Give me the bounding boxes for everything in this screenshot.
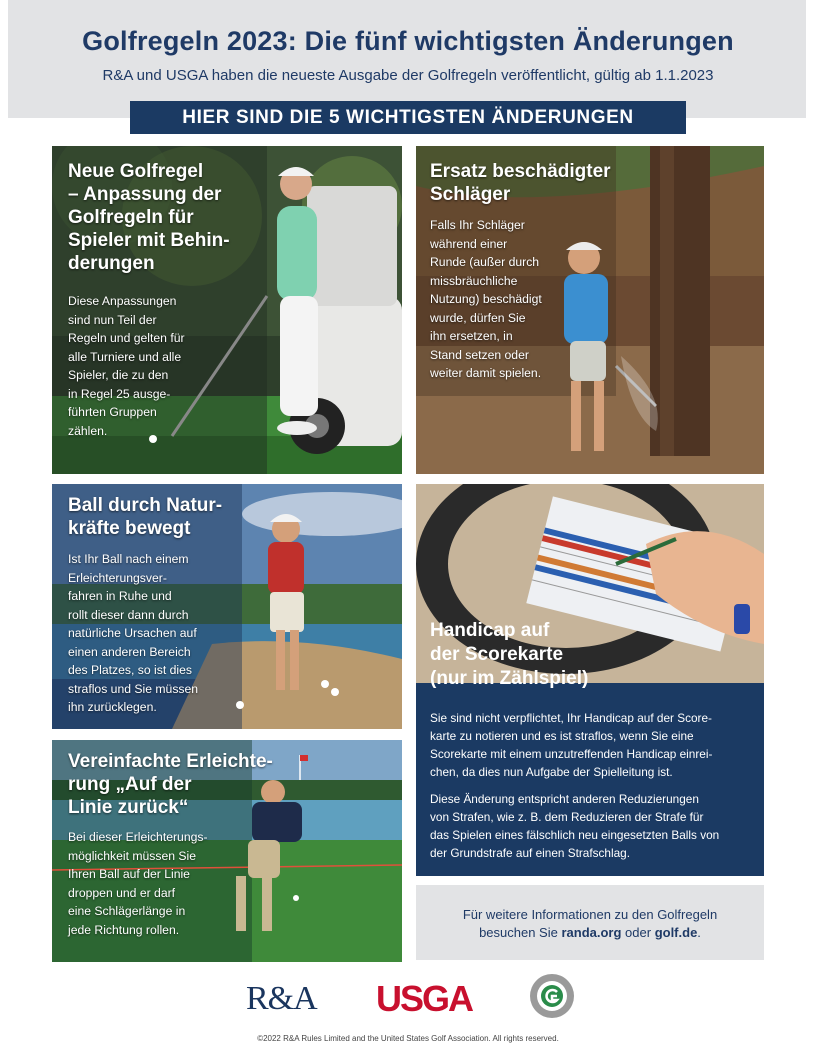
card-text: Diese Anpassungen sind nun Teil der Regeln und gelten für alle Turniere und alle Spieler, die zu den in Regel 25 ausge- führten Gruppen zählen.	[68, 294, 185, 438]
copyright-notice: ©2022 R&A Rules Limited and the United States Golf Association. All rights reserved.	[257, 1034, 559, 1043]
section-banner: HIER SIND DIE 5 WICHTIGSTEN ÄNDERUNGEN	[130, 101, 686, 134]
randa-link[interactable]: randa.org	[561, 925, 622, 940]
golf-de-logo-icon	[528, 972, 576, 1020]
golf-de-link[interactable]: golf.de	[654, 925, 698, 940]
card-title: Vereinfachte Erleichte- rung „Auf der Linie zurück“	[68, 751, 273, 818]
ra-logo: R&A	[246, 980, 317, 1017]
card-text: Falls Ihr Schläger während einer Runde (außer durch missbräuchliche Nutzung) beschädigt wurde, dürfen Sie ihn ersetzen, in Stand setzen oder weiter damit spielen.	[430, 218, 542, 380]
info-text: Für weitere Informationen zu den Golfregeln besuchen Sie randa.org oder golf.de.	[462, 907, 718, 940]
card-title: Ersatz beschädigter Schläger	[430, 161, 611, 205]
card-adaptive-rules	[52, 146, 402, 474]
card-ball-moved-by-nature	[52, 484, 402, 729]
card-title: Handicap auf der Scorekarte (nur im Zählspiel)	[430, 620, 589, 689]
card-text-paragraph-2: Diese Änderung entspricht anderen Reduzierungen von Strafen, wie z. B. dem Reduzieren der Strafe für das Spielen eines fälschlich neu eingesetzten Balls von der Grundstrafe auf einen Strafschlag.	[430, 792, 720, 860]
card-text: Ist Ihr Ball nach einem Erleichterungsver- fahren in Ruhe und rollt dieser dann durch natürliche Ursachen auf einen anderen Bereich des Platzes, so ist dies straflos und Sie müssen ihn zurücklegen.	[68, 552, 199, 714]
card-back-on-the-line	[52, 740, 402, 962]
card-title: Neue Golfregel – Anpassung der Golfregeln für Spieler mit Behin- derungen	[68, 161, 230, 274]
card-title: Ball durch Natur- kräfte bewegt	[68, 495, 223, 539]
page-title: Golfregeln 2023: Die fünf wichtigsten Änderungen	[82, 26, 734, 56]
page-subtitle: R&A und USGA haben die neueste Ausgabe der Golfregeln veröffentlicht, gültig ab 1.1.2023	[102, 67, 714, 84]
card-text-paragraph-1: Sie sind nicht verpflichtet, Ihr Handicap auf der Score- karte zu notieren und es ist straflos, wenn Sie eine Scorekarte mit einem unzutreffenden Handicap einrei- chen, da dies nun Aufgabe der Spielleitung ist.	[430, 711, 713, 779]
usga-logo: USGA	[376, 978, 473, 1019]
card-text: Bei dieser Erleichterungs- möglichkeit müssen Sie Ihren Ball auf der Linie droppen und er darf eine Schlägerlänge in jede Richtung rollen.	[68, 830, 208, 937]
card-damaged-clubs	[416, 146, 764, 474]
